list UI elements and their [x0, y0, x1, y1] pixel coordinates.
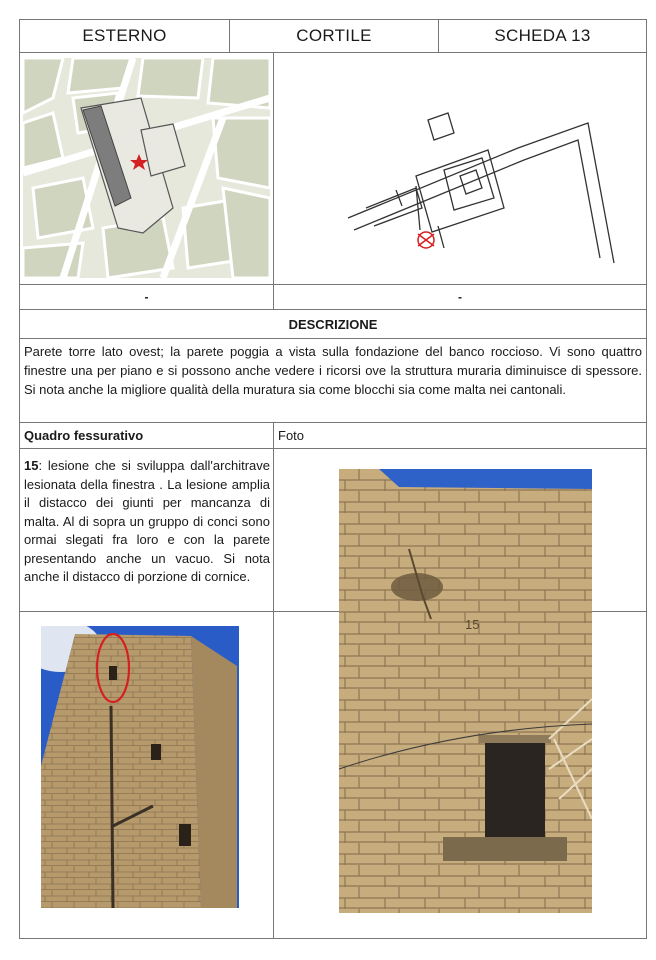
rule — [20, 448, 646, 449]
rule — [273, 422, 274, 938]
crack-description — [24, 457, 270, 587]
crack-text: : lesione che si sviluppa dall'architrave lesionata della finestra . La lesione amplia il distacco dei giunti per mancanza di malta. Al di sopra un gruppo di conci sono ormai slegati fra loro e con la parete presentando anche un vacuo. Si nota anche il distacco di porzione di cornice. — [24, 458, 270, 584]
crack-id: 15 — [24, 458, 39, 473]
header-scheda: SCHEDA 13 — [494, 26, 591, 45]
floor-plan — [278, 58, 642, 278]
header-cortile: CORTILE — [296, 26, 372, 45]
survey-sheet — [19, 19, 647, 939]
rule — [273, 52, 274, 309]
rule — [20, 52, 646, 53]
header-esterno: ESTERNO — [82, 26, 167, 45]
crack-pattern-header: Quadro fessurativo — [24, 428, 144, 443]
plan-caption: - — [458, 290, 462, 304]
location-map — [23, 58, 270, 278]
photo-header: Foto — [278, 428, 305, 443]
tower-photo — [41, 626, 239, 908]
crack-number-label: 15 — [465, 617, 480, 632]
map-caption: - — [144, 290, 149, 304]
description-title: DESCRIZIONE — [288, 316, 378, 332]
description-text: Parete torre lato ovest; la parete poggia a vista sulla fondazione del banco roccioso. Vi sono quattro finestre una per piano e si possono anche vedere i ricorsi ove la struttura muraria diminuisce di spessore. Si nota anche la migliore qualità della muratura sia come blocchi sia come malta nei cantonali. — [24, 344, 642, 397]
rule — [20, 338, 646, 339]
wall-closeup-photo — [339, 469, 592, 913]
